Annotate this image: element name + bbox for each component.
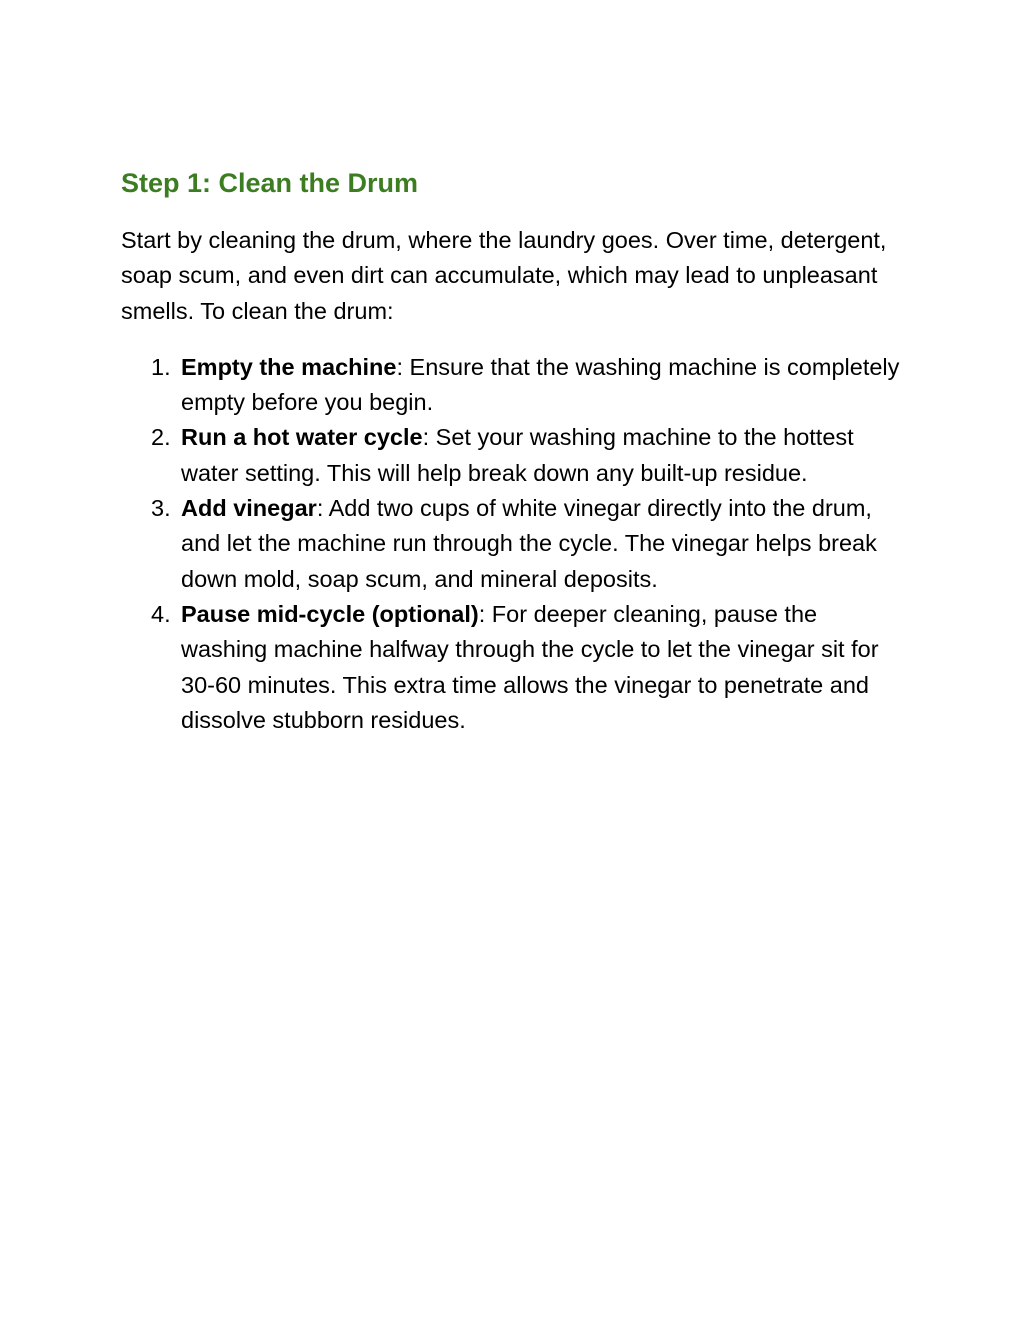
list-item-text: : Ensure that the washing machine is completely empty before you begin. bbox=[181, 353, 900, 416]
steps-list bbox=[121, 350, 901, 738]
list-item-title: Run a hot water cycle bbox=[181, 424, 423, 451]
list-item bbox=[121, 350, 901, 421]
list-item-number: 2. bbox=[151, 424, 171, 451]
list-item-number: 1. bbox=[151, 353, 171, 380]
list-item-text: : For deeper cleaning, pause the washing machine halfway through the cycle to let the vinegar sit for 30-60 minutes. This extra time allows the vinegar to penetrate and dissolve stubborn residues. bbox=[181, 600, 879, 733]
list-item-number: 3. bbox=[151, 495, 171, 522]
list-item-title: Pause mid-cycle (optional) bbox=[181, 600, 479, 627]
list-item-title: Empty the machine bbox=[181, 353, 397, 380]
list-item bbox=[121, 420, 901, 491]
intro-paragraph: Start by cleaning the drum, where the laundry goes. Over time, detergent, soap scum, and even dirt can accumulate, which may lead to unpleasant smells. To clean the drum: bbox=[121, 227, 887, 324]
list-item-text: : Add two cups of white vinegar directly into the drum, and let the machine run through the cycle. The vinegar helps break down mold, soap scum, and mineral deposits. bbox=[181, 495, 877, 592]
section-heading: Step 1: Clean the Drum bbox=[121, 168, 419, 198]
list-item bbox=[121, 491, 901, 597]
list-item-number: 4. bbox=[151, 600, 171, 627]
document-page bbox=[121, 164, 901, 738]
list-item-text: : Set your washing machine to the hottest water setting. This will help break down any built-up residue. bbox=[181, 424, 854, 486]
list-item bbox=[121, 597, 901, 738]
list-item-title: Add vinegar bbox=[181, 495, 317, 522]
